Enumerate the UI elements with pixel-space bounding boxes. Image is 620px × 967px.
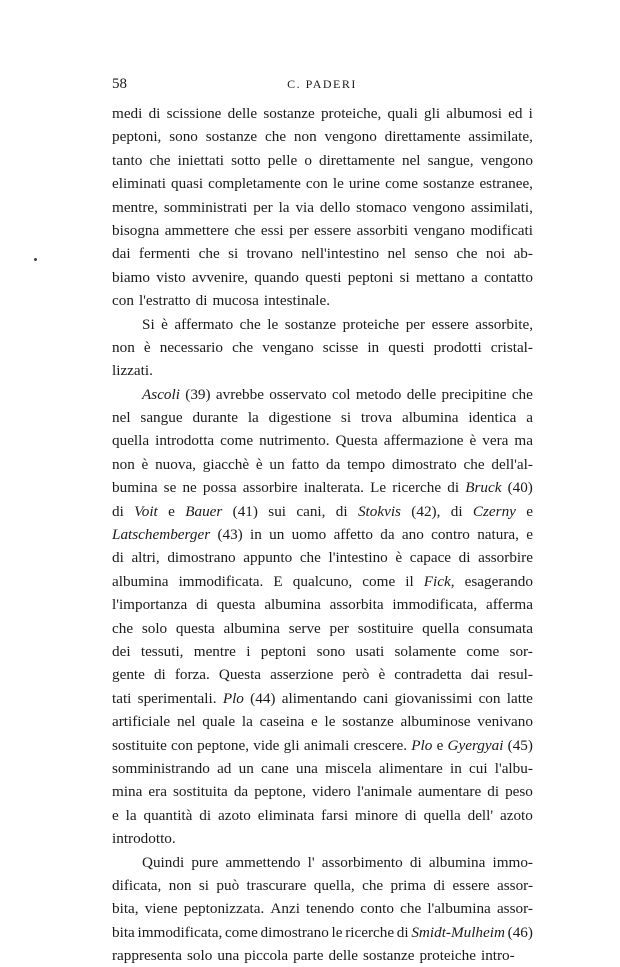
text-line: non è necessario che vengano scisse in questi prodotti cristal- (112, 336, 533, 359)
text-line: peptoni, sono sostanze che non vengono direttamente assimilate, (112, 125, 533, 148)
text-line: Ascoli (39) avrebbe osservato col metodo delle precipitine che (112, 383, 533, 406)
text-line: bita, viene peptonizzata. Anzi tenendo conto che l'albumina assor- (112, 897, 533, 920)
text-line: dificata, non si può trascurare quella, che prima di essere assor- (112, 874, 533, 897)
text-line: artificiale nel quale la caseina e le sostanze albuminose venivano (112, 710, 533, 733)
text-line: mina era sostituita da peptone, videro l'animale aumentare di peso (112, 780, 533, 803)
text-line: dei tessuti, mentre i peptoni sono usati solamente come sor- (112, 640, 533, 663)
text-line: che solo questa albumina serve per sostituire quella consumata (112, 617, 533, 640)
text-line: l'importanza di questa albumina assorbita immodificata, afferma (112, 593, 533, 616)
text-line: tanto che iniettati sotto pelle o direttamente nel sangue, vengono (112, 149, 533, 172)
text-line: introdotto. (112, 827, 533, 850)
paragraph (112, 383, 533, 851)
text-line: bisogna ammettere che essi per essere assorbiti vengano modificati (112, 219, 533, 242)
text-line: biamo visto avvenire, quando questi peptoni si mettano a contatto (112, 266, 533, 289)
text-line: medi di scissione delle sostanze proteiche, quali gli albumosi ed i (112, 102, 533, 125)
text-line: Latschemberger (43) in un uomo affetto da ano contro natura, e (112, 523, 533, 546)
text-line: Quindi pure ammettendo l' assorbimento di albumina immo- (112, 851, 533, 874)
page-header (112, 76, 532, 96)
text-line: bumina se ne possa assorbire inalterata. Le ricerche di Bruck (40) (112, 476, 533, 499)
text-line: non è nuova, giacchè è un fatto da tempo dimostrato che dell'al- (112, 453, 533, 476)
text-line: di altri, dimostrano appunto che l'intestino è capace di assorbire (112, 546, 533, 569)
text-line: Si è affermato che le sostanze proteiche per essere assorbite, (112, 313, 533, 336)
text-line: albumina immodificata. E qualcuno, come il Fick, esagerando (112, 570, 533, 593)
text-line: con l'estratto di mucosa intestinale. (112, 289, 533, 312)
text-line: nel sangue durante la digestione si trova albumina identica a (112, 406, 533, 429)
text-line: quella introdotta come nutrimento. Questa affermazione è vera ma (112, 429, 533, 452)
text-line: rappresenta solo una piccola parte delle sostanze proteiche intro- (112, 944, 533, 967)
text-line: bita immodificata, come dimostrano le ricerche di Smidt-Mulheim (46) (112, 921, 533, 944)
paragraph (112, 102, 533, 313)
paragraph (112, 313, 533, 383)
paragraph (112, 851, 533, 967)
text-line: sostituite con peptone, vide gli animali crescere. Plo e Gyergyai (45) (112, 734, 533, 757)
text-line: di Voit e Bauer (41) sui cani, di Stokvis (42), di Czerny e (112, 500, 533, 523)
text-line: gente di forza. Questa asserzione però è contradetta dai resul- (112, 663, 533, 686)
running-head: C. PADERI (112, 77, 532, 92)
text-line: lizzati. (112, 359, 533, 382)
text-line: tati sperimentali. Plo (44) alimentando cani giovanissimi con latte (112, 687, 533, 710)
text-line: e la quantità di azoto eliminata farsi minore di quella dell' azoto (112, 804, 533, 827)
text-line: eliminati quasi completamente con le urine come sostanze estranee, (112, 172, 533, 195)
text-line: somministrando ad un cane una miscela alimentare in cui l'albu- (112, 757, 533, 780)
body-text (112, 102, 533, 967)
text-line: mentre, somministrati per la via dello stomaco vengono assimilati, (112, 196, 533, 219)
margin-speck (34, 258, 37, 261)
text-line: dai fermenti che si trovano nell'intestino nel senso che noi ab- (112, 242, 533, 265)
page-number: 58 (112, 76, 127, 93)
